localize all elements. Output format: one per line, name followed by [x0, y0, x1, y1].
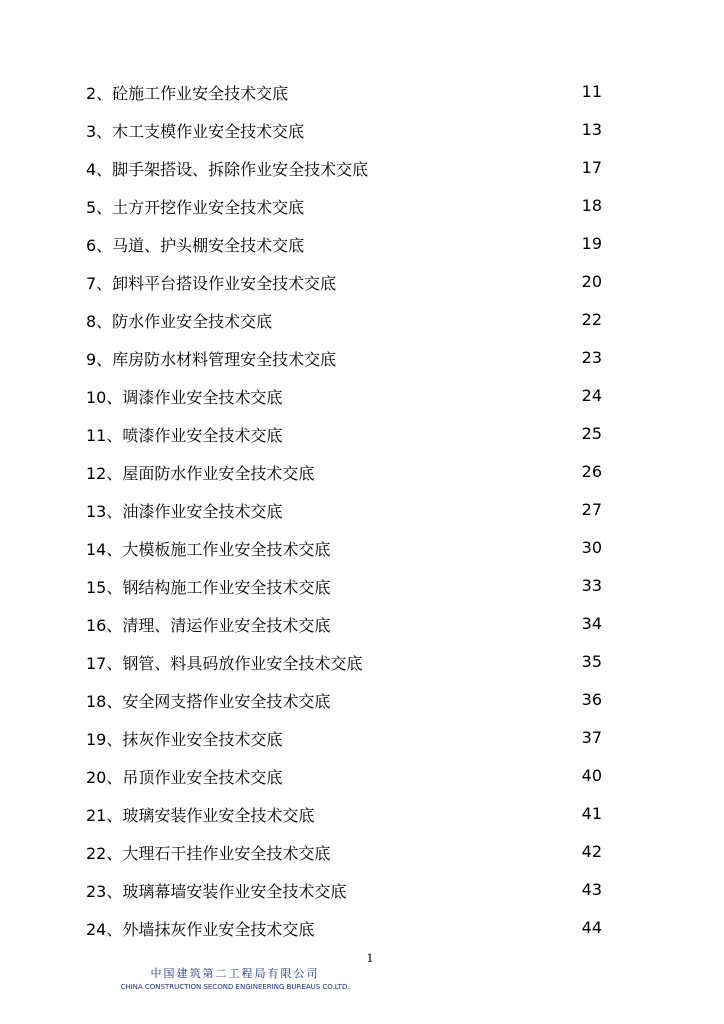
toc-entry-page: 40: [581, 766, 602, 785]
company-name-chinese: 中国建筑第二工程局有限公司: [150, 967, 320, 980]
toc-entry-page: 23: [581, 348, 602, 367]
toc-entry: [86, 270, 606, 308]
toc-entry: [86, 384, 606, 422]
toc-entry-page: 44: [581, 918, 602, 937]
toc-entry-page: 18: [581, 196, 602, 215]
toc-entry-page: 43: [581, 880, 602, 899]
toc-entry: [86, 498, 606, 536]
toc-entry-title: 8、防水作业安全技术交底: [86, 312, 273, 331]
toc-entry-title: 3、木工支模作业安全技术交底: [86, 122, 305, 141]
toc-entry-title: 5、土方开挖作业安全技术交底: [86, 198, 305, 217]
toc-entry: [86, 422, 606, 460]
toc-entry: [86, 802, 606, 840]
toc-entry: [86, 574, 606, 612]
toc-entry: [86, 612, 606, 650]
toc-entry-title: 24、外墙抹灰作业安全技术交底: [86, 920, 315, 939]
toc-entry-title: 14、大模板施工作业安全技术交底: [86, 540, 331, 559]
toc-entry-page: 19: [581, 234, 602, 253]
toc-entry-title: 10、调漆作业安全技术交底: [86, 388, 283, 407]
toc-entry: [86, 688, 606, 726]
toc-entry-title: 12、屋面防水作业安全技术交底: [86, 464, 315, 483]
toc-entry: [86, 764, 606, 802]
toc-entry: [86, 80, 606, 118]
toc-entry-title: 16、清理、清运作业安全技术交底: [86, 616, 331, 635]
toc-entry-title: 15、钢结构施工作业安全技术交底: [86, 578, 331, 597]
toc-entry-page: 13: [581, 120, 602, 139]
toc-entry-title: 13、油漆作业安全技术交底: [86, 502, 283, 521]
toc-entry: [86, 232, 606, 270]
toc-entry-title: 20、吊顶作业安全技术交底: [86, 768, 283, 787]
toc-entry-title: 18、安全网支搭作业安全技术交底: [86, 692, 331, 711]
toc-entry-page: 20: [581, 272, 602, 291]
toc-entry-page: 33: [581, 576, 602, 595]
toc-entry-page: 25: [581, 424, 602, 443]
toc-entry-title: 17、钢管、料具码放作业安全技术交底: [86, 654, 363, 673]
toc-entry-title: 2、砼施工作业安全技术交底: [86, 84, 289, 103]
page-number: 1: [366, 952, 374, 965]
table-of-contents: [86, 80, 606, 954]
toc-entry-title: 6、马道、护头棚安全技术交底: [86, 236, 305, 255]
toc-entry: [86, 460, 606, 498]
toc-entry-title: 23、玻璃幕墙安装作业安全技术交底: [86, 882, 347, 901]
toc-entry: [86, 726, 606, 764]
toc-entry-page: 24: [581, 386, 602, 405]
toc-entry: [86, 308, 606, 346]
toc-entry-title: 22、大理石干挂作业安全技术交底: [86, 844, 331, 863]
toc-entry-title: 7、卸料平台搭设作业安全技术交底: [86, 274, 337, 293]
toc-entry-page: 42: [581, 842, 602, 861]
company-name-english: CHINA CONSTRUCTION SECOND ENGINEERING BUREAUS CO.LTD.: [120, 983, 350, 991]
toc-entry: [86, 346, 606, 384]
toc-entry-page: 37: [581, 728, 602, 747]
toc-entry: [86, 878, 606, 916]
toc-entry: [86, 650, 606, 688]
toc-entry-page: 22: [581, 310, 602, 329]
toc-entry: [86, 194, 606, 232]
toc-entry-page: 11: [581, 82, 602, 101]
toc-entry-title: 11、喷漆作业安全技术交底: [86, 426, 283, 445]
toc-entry-page: 17: [581, 158, 602, 177]
toc-entry-title: 19、抹灰作业安全技术交底: [86, 730, 283, 749]
company-logo: [110, 966, 360, 992]
toc-entry-page: 41: [581, 804, 602, 823]
toc-entry: [86, 916, 606, 954]
toc-entry-page: 35: [581, 652, 602, 671]
toc-entry-title: 4、脚手架搭设、拆除作业安全技术交底: [86, 160, 369, 179]
toc-entry: [86, 536, 606, 574]
toc-entry-title: 21、玻璃安装作业安全技术交底: [86, 806, 315, 825]
toc-entry: [86, 118, 606, 156]
toc-entry-page: 36: [581, 690, 602, 709]
toc-entry-page: 26: [581, 462, 602, 481]
toc-entry-page: 30: [581, 538, 602, 557]
toc-entry: [86, 840, 606, 878]
toc-entry-title: 9、库房防水材料管理安全技术交底: [86, 350, 337, 369]
toc-entry-page: 27: [581, 500, 602, 519]
toc-entry: [86, 156, 606, 194]
toc-entry-page: 34: [581, 614, 602, 633]
